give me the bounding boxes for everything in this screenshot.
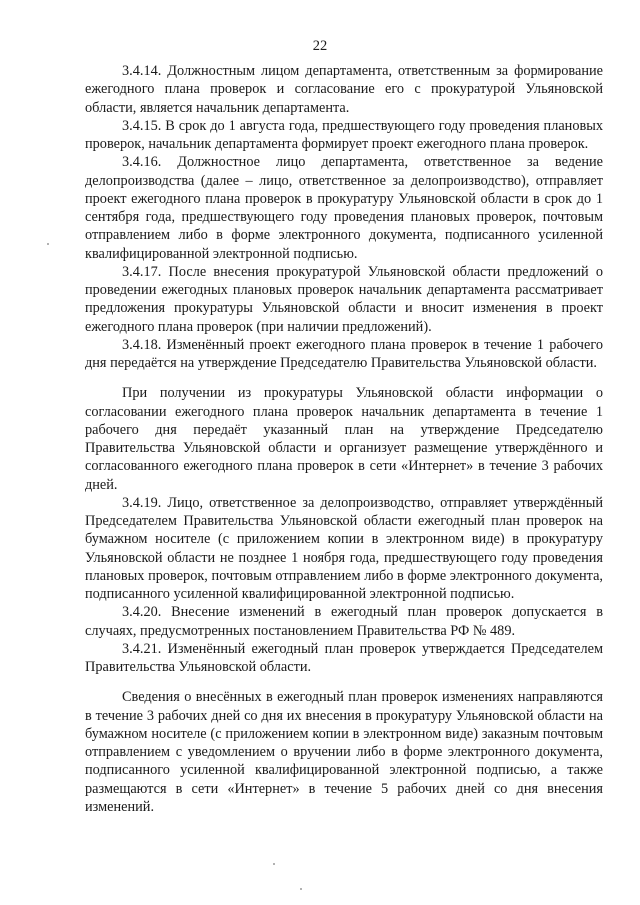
paragraph-3-4-16: 3.4.16. Должностное лицо департамента, ответственное за ведение делопроизводства (далее – лицо, ответственное за делопроизводство), отправляет проект ежегодного плана проверок в прокуратуру Ульяновской области в срок до 1 сентября года, предшествующего году проведения плановых проверок, почтовым отправлением либо в форме электронного документа, подписанного усиленной квалифицированной электронной подписью. [85, 154, 603, 262]
paragraph-3-4-15: 3.4.15. В срок до 1 августа года, предшествующего году проведения плановых проверок, начальник департамента формирует проект ежегодного плана проверок. [85, 117, 603, 152]
paragraph-3-4-21: 3.4.21. Изменённый ежегодный план проверок утверждается Председателем Правительства Ульяновской области. [85, 640, 603, 675]
scan-speck [273, 863, 275, 865]
paragraph-3-4-18: 3.4.18. Изменённый проект ежегодного плана проверок в течение 1 рабочего дня передаётся на утверждение Председателю Правительства Ульяновской области. [85, 336, 603, 371]
scan-speck [300, 888, 302, 890]
page-number: 22 [312, 38, 328, 54]
scan-speck [47, 243, 49, 245]
paragraph-3-4-17: 3.4.17. После внесения прокуратурой Ульяновской области предложений о проведении ежегодных плановых проверок начальник департамента рассматривает предложения прокуратуры Ульяновской области и вносит изменения в проект ежегодного плана проверок (при наличии предложений). [85, 263, 603, 335]
paragraph-3-4-18-continuation: При получении из прокуратуры Ульяновской области информации о согласовании ежегодного плана проверок начальник департамента в течение 1 рабочего дня передаёт указанный план на утверждение Председателю Правительства Ульяновской области и организует размещение утверждённого и согласованного ежегодного плана проверок в сети «Интернет» в течение 3 рабочих дней. [85, 385, 603, 493]
paragraph-3-4-21-continuation: Сведения о внесённых в ежегодный план проверок изменениях направляются в течение 3 рабочих дней со дня их внесения в прокуратуру Ульяновской области на бумажном носителе (с приложением копии в электронном виде) заказным почтовым отправлением с уведомлением о вручении либо в форме электронного документа, подписанного усиленной квалифицированной электронной подписью, а также размещаются в сети «Интернет» в течение 5 рабочих дней со дня внесения изменений. [85, 689, 603, 815]
paragraph-3-4-20: 3.4.20. Внесение изменений в ежегодный план проверок допускается в случаях, предусмотренных постановлением Правительства РФ № 489. [85, 604, 603, 639]
paragraph-3-4-19: 3.4.19. Лицо, ответственное за делопроизводство, отправляет утверждённый Председателем Правительства Ульяновской области ежегодный план проверок на бумажном носителе (с приложением копии в электронном виде) в прокуратуру Ульяновской области не позднее 1 ноября года, предшествующего году проведения плановых проверок, почтовым отправлением либо в форме электронного документа, подписанного усиленной квалифицированной электронной подписью. [85, 494, 603, 602]
paragraph-3-4-14: 3.4.14. Должностным лицом департамента, ответственным за формирование ежегодного плана проверок и согласование его с прокуратурой Ульяновской области, является начальник департамента. [85, 63, 603, 116]
document-body [85, 62, 603, 816]
